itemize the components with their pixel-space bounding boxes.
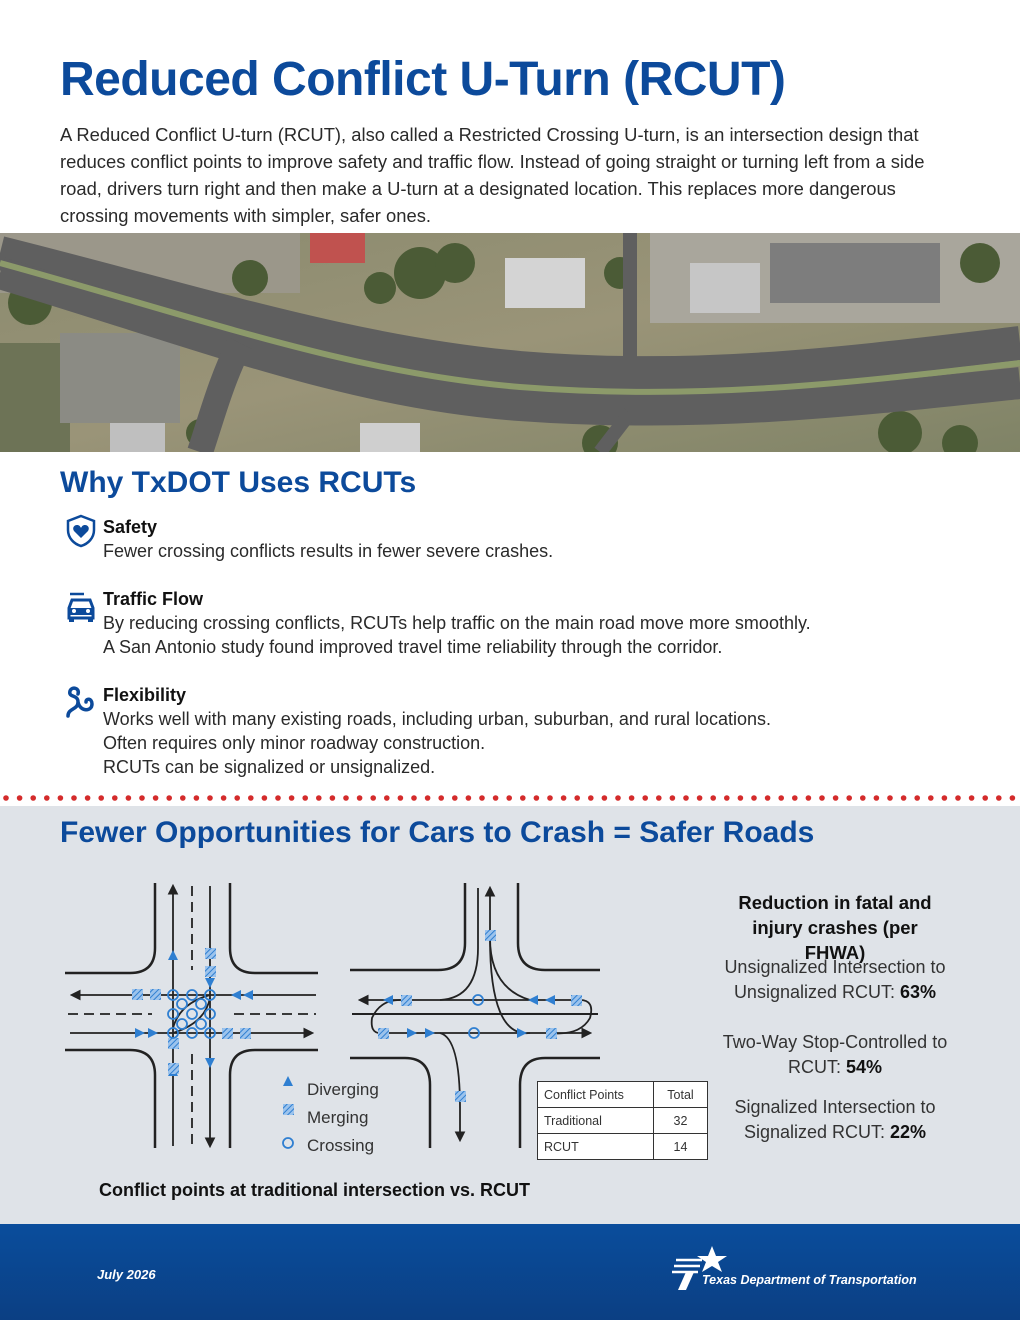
table-row [538, 1108, 708, 1134]
reason-safety [103, 515, 553, 563]
table-cell: 14 [654, 1134, 708, 1160]
legend-item-merging: Merging [307, 1108, 369, 1127]
shield-heart-icon [64, 514, 98, 548]
legend-item-diverging: Diverging [307, 1080, 379, 1099]
stat-two-way-stop: Two-Way Stop-Controlled to RCUT: 54% [722, 1032, 948, 1077]
reason-line: Often requires only minor roadway construction. [103, 733, 486, 753]
table-cell: 32 [654, 1108, 708, 1134]
crash-reduction-stats [700, 890, 970, 1142]
reason-traffic-flow [103, 587, 811, 659]
legend-item-crossing: Crossing [307, 1136, 375, 1155]
reason-line: Fewer crossing conflicts results in fewer severe crashes. [103, 541, 554, 561]
reason-heading: Traffic Flow [103, 589, 204, 609]
footer [0, 1224, 1020, 1320]
table-header-cell: Conflict Points [538, 1082, 654, 1108]
table-header-row [538, 1082, 708, 1108]
stats-heading: Reduction in fatal and injury crashes (per FHWA) [738, 892, 932, 963]
table-cell: RCUT [538, 1134, 654, 1160]
dotted-divider [0, 792, 1020, 804]
reason-line: By reducing crossing conflicts, RCUTs help traffic on the main road move more smoothly. [103, 613, 811, 633]
agency-name: Texas Department of Transportation [702, 1273, 917, 1287]
reason-heading: Safety [103, 517, 158, 537]
stat-signalized: Signalized Intersection to Signalized RCUT: 22% [734, 1097, 936, 1142]
reason-flexibility [103, 683, 771, 779]
why-section-title: Why TxDOT Uses RCUTs [60, 466, 417, 499]
reason-heading: Flexibility [103, 685, 187, 705]
diagram-legend [283, 1076, 379, 1160]
table-cell: Traditional [538, 1108, 654, 1134]
page-title: Reduced Conflict U-Turn (RCUT) [60, 53, 786, 106]
stat-unsignalized: Unsignalized Intersection to Unsignalized RCUT: 63% [724, 957, 946, 1002]
diagram-caption: Conflict points at traditional intersection vs. RCUT [99, 1180, 531, 1200]
conflict-section-title: Fewer Opportunities for Cars to Crash = Safer Roads [60, 816, 815, 849]
reason-line: Works well with many existing roads, including urban, suburban, and rural locations. [103, 709, 772, 729]
publication-date: July 2026 [97, 1267, 156, 1282]
table-header-cell: Total [654, 1082, 708, 1108]
conflict-points-table [537, 1081, 708, 1160]
aerial-photo [0, 233, 1020, 452]
reason-line: A San Antonio study found improved travel time reliability through the corridor. [103, 637, 723, 657]
reason-line: RCUTs can be signalized or unsignalized. [103, 757, 436, 777]
intro-paragraph: A Reduced Conflict U-turn (RCUT), also called a Restricted Crossing U-turn, is an intersection design that reduces conflict points to improve safety and traffic flow. Instead of going straight or turning left from a side road, drivers turn right and then make a U-turn at a designated location. This replaces more dangerous crossing movements with simpler, safer ones. [60, 124, 925, 226]
table-row [538, 1134, 708, 1160]
car-icon [64, 590, 98, 624]
winding-road-icon [64, 686, 98, 720]
